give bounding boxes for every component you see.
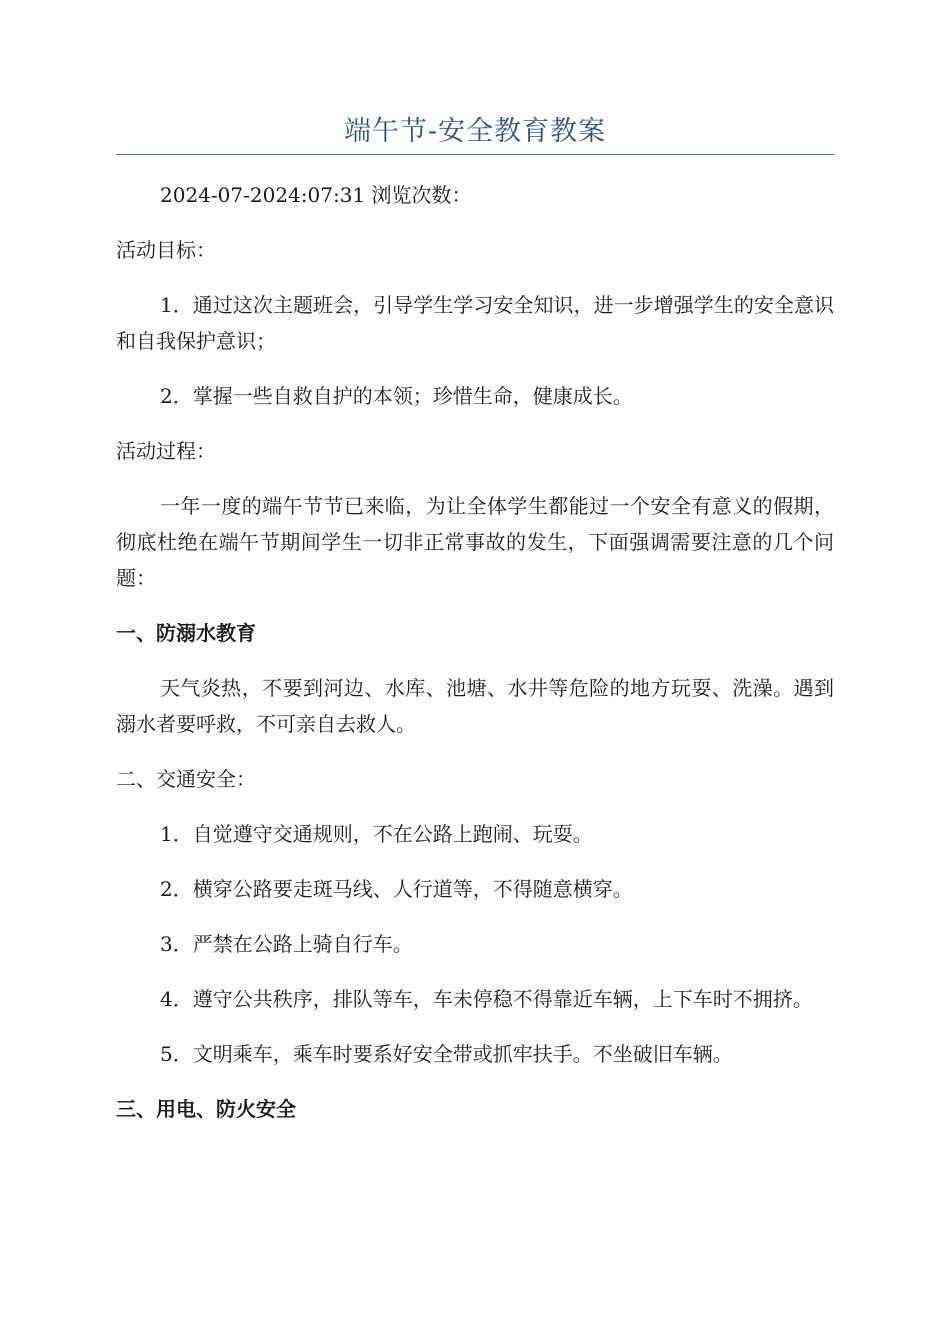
section-heading-fire: 三、用电、防火安全 bbox=[116, 1097, 296, 1121]
goal-label: 活动目标： bbox=[116, 238, 216, 262]
traffic-item: 4．遵守公共秩序，排队等车，车未停稳不得靠近车辆，上下车时不拥挤。 bbox=[160, 987, 813, 1011]
traffic-item: 2．横穿公路要走斑马线、人行道等，不得随意横穿。 bbox=[160, 877, 633, 901]
traffic-item: 1．自觉遵守交通规则，不在公路上跑闹、玩耍。 bbox=[160, 822, 593, 846]
goal-item: 1．通过这次主题班会，引导学生学习安全知识，进一步增强学生的安全意识和自我保护意识； bbox=[116, 293, 834, 353]
goal-item: 2．掌握一些自救自护的本领；珍惜生命，健康成长。 bbox=[160, 384, 633, 408]
section-heading-traffic: 二、交通安全： bbox=[116, 767, 256, 791]
intro-paragraph: 一年一度的端午节节已来临，为让全体学生都能过一个安全有意义的假期，彻底杜绝在端午节期间学生一切非正常事故的发生，下面强调需要注意的几个问题： bbox=[116, 494, 834, 590]
meta-line: 2024-07-2024:07:31 浏览次数： bbox=[160, 183, 472, 207]
traffic-item: 5．文明乘车，乘车时要系好安全带或抓牢扶手。不坐破旧车辆。 bbox=[160, 1042, 733, 1066]
document-title: 端午节-安全教育教案 bbox=[343, 116, 607, 147]
title-divider bbox=[116, 154, 834, 155]
section-body-drowning: 天气炎热，不要到河边、水库、池塘、水井等危险的地方玩耍、洗澡。遇到溺水者要呼救，不可亲自去救人。 bbox=[116, 676, 834, 736]
process-label: 活动过程： bbox=[116, 439, 216, 463]
section-heading-drowning: 一、防溺水教育 bbox=[116, 621, 256, 645]
traffic-item: 3．严禁在公路上骑自行车。 bbox=[160, 932, 413, 956]
